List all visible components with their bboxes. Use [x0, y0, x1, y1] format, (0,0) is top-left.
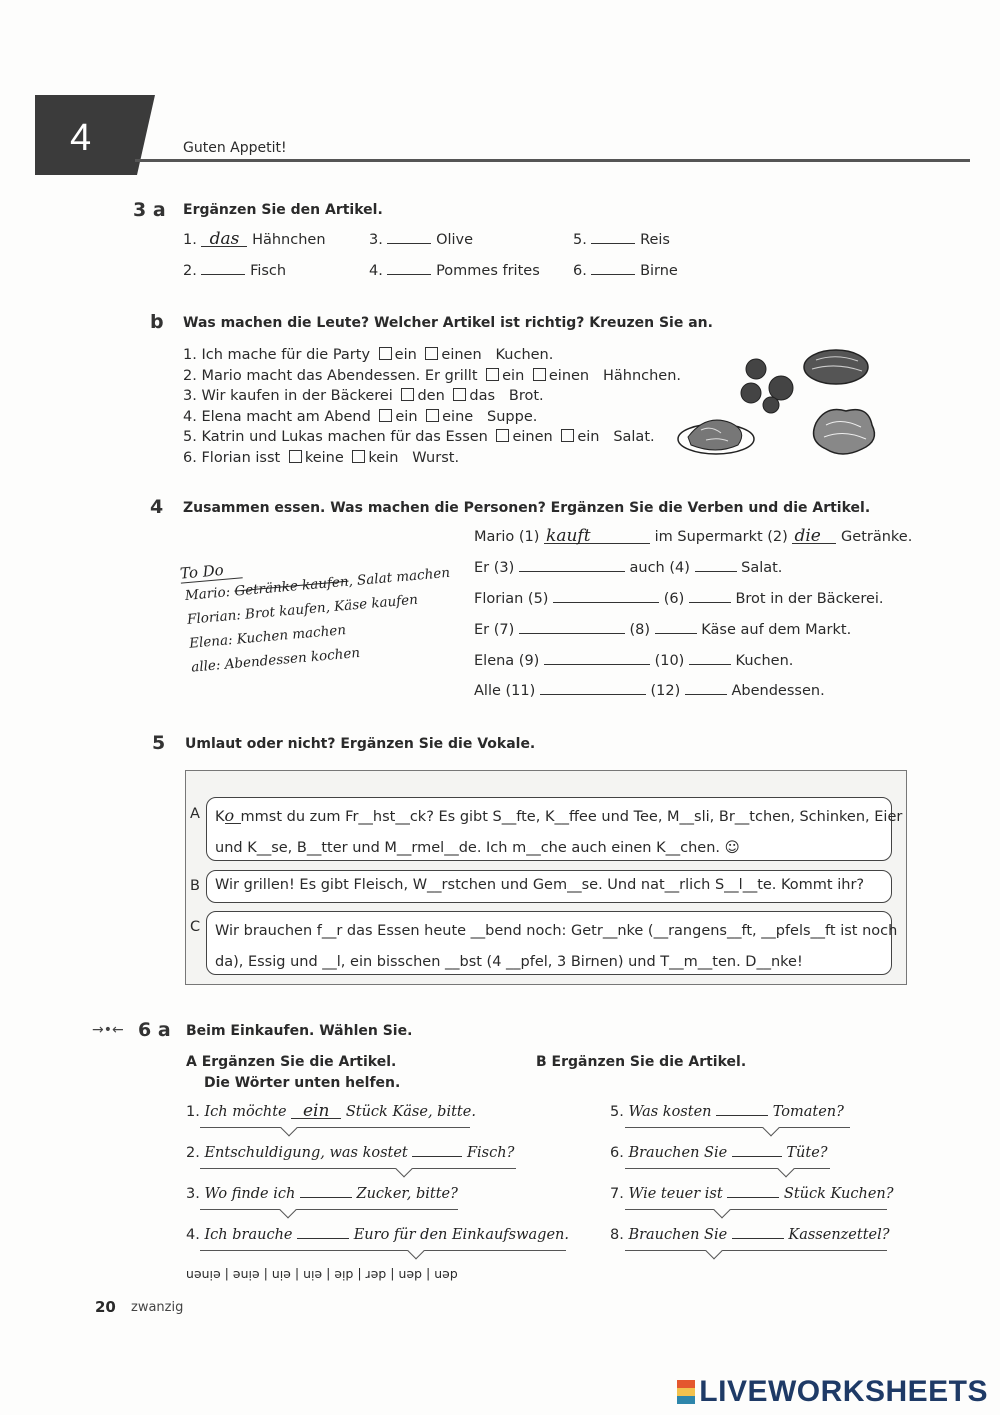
- ex4-row-4: Er (7) (8) Käse auf dem Markt.: [474, 622, 852, 638]
- ex3b-checkbox-3b[interactable]: [453, 388, 466, 401]
- ex6-item-1: 1. Ich möchte ein Stück Käse, bitte.: [186, 1101, 476, 1121]
- ex3a-item-1: 1. das Hähnchen: [183, 229, 326, 249]
- ex3b-item-6: 6. Florian isst keine kein Wurst.: [183, 449, 460, 466]
- page-word: zwanzig: [131, 1300, 184, 1315]
- ex3a-item-6: 6. Birne: [573, 263, 678, 279]
- exercise-5-instruction: Umlaut oder nicht? Ergänzen Sie die Vokale.: [185, 736, 536, 752]
- ex6-item-3: 3. Wo finde ich Zucker, bitte?: [186, 1186, 458, 1202]
- speech-bubble-b: [206, 870, 892, 903]
- ex4-row-5: Elena (9) (10) Kuchen.: [474, 653, 794, 669]
- ex3b-checkbox-2a[interactable]: [486, 368, 499, 381]
- food-illustration: [676, 345, 906, 465]
- ex3b-checkbox-5a[interactable]: [496, 429, 509, 442]
- exercise-4-instruction: Zusammen essen. Was machen die Personen? Ergänzen Sie die Verben und die Artikel.: [183, 500, 871, 516]
- speech-tail-8: [706, 1243, 723, 1260]
- ex3a-answer-3[interactable]: [387, 243, 431, 244]
- unit-header-bar: [35, 95, 155, 175]
- bubble-a-line-2: und K__se, B__tter und M__rmel__de. Ich m__che auch einen K__chen. ☺: [215, 840, 740, 856]
- brand-name: LIVEWORKSHEETS: [699, 1375, 988, 1408]
- bubble-a-filled-answer[interactable]: o: [225, 809, 241, 824]
- ex6-item-8: 8. Brauchen Sie Kassenzettel?: [610, 1227, 890, 1243]
- ex3b-item-1: 1. Ich mache für die Party ein einen Kuchen.: [183, 347, 554, 363]
- speech-line-1: [200, 1127, 470, 1128]
- speech-tail-2: [396, 1161, 413, 1178]
- ex3a-item-5: 5. Reis: [573, 232, 670, 248]
- ex4-answer-3[interactable]: [519, 571, 625, 572]
- ex6-answer-6[interactable]: [732, 1156, 782, 1157]
- ex4-answer-1[interactable]: kauft: [544, 529, 650, 544]
- exercise-6a-instruction: Beim Einkaufen. Wählen Sie.: [186, 1023, 413, 1039]
- speech-bubble-a: [206, 797, 903, 861]
- todo-line-alle: alle: Abendessen kochen: [190, 644, 361, 676]
- exercise-4-number: 4: [150, 496, 164, 518]
- speech-line-3: [200, 1209, 458, 1210]
- speech-line-4: [200, 1250, 566, 1251]
- exercise-3a-instruction: Ergänzen Sie den Artikel.: [183, 202, 383, 218]
- ex6-item-6: 6. Brauchen Sie Tüte?: [610, 1145, 828, 1161]
- speech-tail-6: [778, 1161, 795, 1178]
- ex3b-checkbox-4a[interactable]: [379, 409, 392, 422]
- word-bank-upside-down: den | den | der | die | ein | ein | eine | einen: [186, 1268, 458, 1283]
- ex4-answer-9[interactable]: [544, 664, 650, 665]
- ex6-answer-1[interactable]: ein: [291, 1104, 341, 1119]
- speech-tail-7: [714, 1202, 731, 1219]
- exercise-3b-instruction: Was machen die Leute? Welcher Artikel ist richtig? Kreuzen Sie an.: [183, 315, 713, 331]
- ex6-answer-3[interactable]: [300, 1197, 352, 1198]
- speech-line-2: [200, 1168, 516, 1169]
- ex3a-item-3: 3. Olive: [369, 232, 474, 248]
- ex6-item-2: 2. Entschuldigung, was kostet Fisch?: [186, 1145, 515, 1161]
- ex3b-item-2: 2. Mario macht das Abendessen. Er grillt ein einen Hähnchen.: [183, 367, 682, 384]
- roast-chicken-icon: [678, 420, 754, 454]
- ex3b-item-4: 4. Elena macht am Abend ein eine Suppe.: [183, 408, 538, 425]
- ex4-row-1: Mario (1) kauft im Supermarkt (2) die Getränke.: [474, 526, 913, 546]
- ex3a-answer-6[interactable]: [591, 274, 635, 275]
- ex6-answer-7[interactable]: [727, 1197, 779, 1198]
- ex3b-item-3: 3. Wir kaufen in der Bäckerei den das Brot.: [183, 388, 544, 404]
- ex3b-item-5: 5. Katrin und Lukas machen für das Essen einen ein Salat.: [183, 429, 655, 445]
- ex4-answer-12[interactable]: [685, 694, 727, 695]
- ex6-answer-8[interactable]: [732, 1238, 784, 1239]
- ex3a-answer-5[interactable]: [591, 243, 635, 244]
- tomatoes-icon: [741, 359, 793, 413]
- bubble-c-line-1: Wir brauchen f__r das Essen heute __bend noch: Getr__nke (__rangens__ft, __pfels__ft ist noch: [215, 923, 898, 939]
- exercise-3a-number: 3 a: [133, 199, 166, 221]
- unit-number: 4: [70, 117, 92, 159]
- ex6-answer-2[interactable]: [412, 1156, 462, 1157]
- ex3a-answer-2[interactable]: [201, 274, 245, 275]
- todo-line-mario: Mario: Getränke kaufen, Salat machen: [184, 564, 451, 604]
- ex4-row-2: Er (3) auch (4) Salat.: [474, 560, 783, 576]
- ex3b-checkbox-5b[interactable]: [561, 429, 574, 442]
- brand-mark-icon: [677, 1380, 695, 1404]
- speech-line-6: [625, 1168, 830, 1169]
- speech-line-7: [625, 1209, 887, 1210]
- bubble-c-label: C: [190, 919, 201, 935]
- unit-title: Guten Appetit!: [183, 140, 287, 156]
- ex6-answer-5[interactable]: [716, 1115, 768, 1116]
- ex4-answer-8[interactable]: [655, 633, 697, 634]
- ex4-answer-4[interactable]: [695, 571, 737, 572]
- ex4-answer-7[interactable]: [519, 633, 625, 634]
- ex4-answer-2[interactable]: die: [792, 529, 836, 544]
- bubble-c-line-2: da), Essig und __l, ein bisschen __bst (4 __pfel, 3 Birnen) und T__m__ten. D__nke!: [215, 954, 803, 970]
- header-divider: [135, 159, 970, 162]
- ex3b-list: [183, 345, 681, 468]
- speech-tail-1: [281, 1120, 298, 1137]
- page-number: 20: [95, 1298, 116, 1316]
- part-a-subtitle: Die Wörter unten helfen.: [204, 1075, 401, 1091]
- exercise-3b-number: b: [150, 311, 164, 333]
- ex4-answer-5[interactable]: [553, 602, 659, 603]
- partner-arrows-icon: →•←: [92, 1022, 124, 1038]
- ex4-answer-6[interactable]: [689, 602, 731, 603]
- ex6-answer-4[interactable]: [297, 1238, 349, 1239]
- todo-line-elena: Elena: Kuchen machen: [188, 622, 347, 652]
- bread-icon: [804, 350, 868, 384]
- part-b-title: B Ergänzen Sie die Artikel.: [536, 1054, 747, 1070]
- ex4-answer-10[interactable]: [689, 664, 731, 665]
- ex6-item-4: 4. Ich brauche Euro für den Einkaufswagen.: [186, 1227, 569, 1243]
- ex6-item-5: 5. Was kosten Tomaten?: [610, 1104, 844, 1120]
- exercise-6a-number: 6 a: [138, 1019, 171, 1041]
- bubble-a-line-1: Ko mmst du zum Fr__hst__ck? Es gibt S__fte, K__ffee und Tee, M__sli, Br__tchen, Schinken, Eier: [215, 806, 903, 825]
- ex3b-checkbox-1b[interactable]: [425, 347, 438, 360]
- part-a-title: A Ergänzen Sie die Artikel.: [186, 1054, 397, 1070]
- speech-line-5: [625, 1127, 850, 1128]
- ex3a-item-2: 2. Fisch: [183, 263, 287, 279]
- ex3b-checkbox-1a[interactable]: [379, 347, 392, 360]
- speech-line-8: [625, 1250, 887, 1251]
- exercise-5-number: 5: [152, 732, 166, 754]
- speech-tail-5: [763, 1120, 780, 1137]
- speech-bubble-c: [206, 911, 898, 975]
- bubble-b-text: Wir grillen! Es gibt Fleisch, W__rstchen und Gem__se. Und nat__rlich S__l__te. Kommt ihr?: [215, 877, 865, 893]
- ex3b-checkbox-6a[interactable]: [289, 450, 302, 463]
- liveworksheets-logo[interactable]: [677, 1375, 988, 1409]
- ex3b-checkbox-6b[interactable]: [352, 450, 365, 463]
- speech-tail-4: [408, 1243, 425, 1260]
- bubble-a-label: A: [190, 806, 200, 822]
- speech-tail-3: [280, 1202, 297, 1219]
- ex3a-answer-1[interactable]: das: [201, 232, 247, 247]
- ex3b-checkbox-4b[interactable]: [426, 409, 439, 422]
- todo-title: To Do: [179, 559, 242, 583]
- ex4-answer-11[interactable]: [540, 694, 646, 695]
- ex3b-checkbox-3a[interactable]: [401, 388, 414, 401]
- ex6-item-7: 7. Wie teuer ist Stück Kuchen?: [610, 1186, 894, 1202]
- bubble-b-label: B: [190, 878, 200, 894]
- todo-line-florian: Florian: Brot kaufen, Käse kaufen: [186, 591, 419, 628]
- ex4-row-6: Alle (11) (12) Abendessen.: [474, 683, 825, 699]
- ex4-row-3: Florian (5) (6) Brot in der Bäckerei.: [474, 591, 884, 607]
- ex3a-item-4: 4. Pommes frites: [369, 263, 540, 279]
- ex3a-answer-4[interactable]: [387, 274, 431, 275]
- ex3b-checkbox-2b[interactable]: [533, 368, 546, 381]
- lettuce-icon: [814, 410, 875, 455]
